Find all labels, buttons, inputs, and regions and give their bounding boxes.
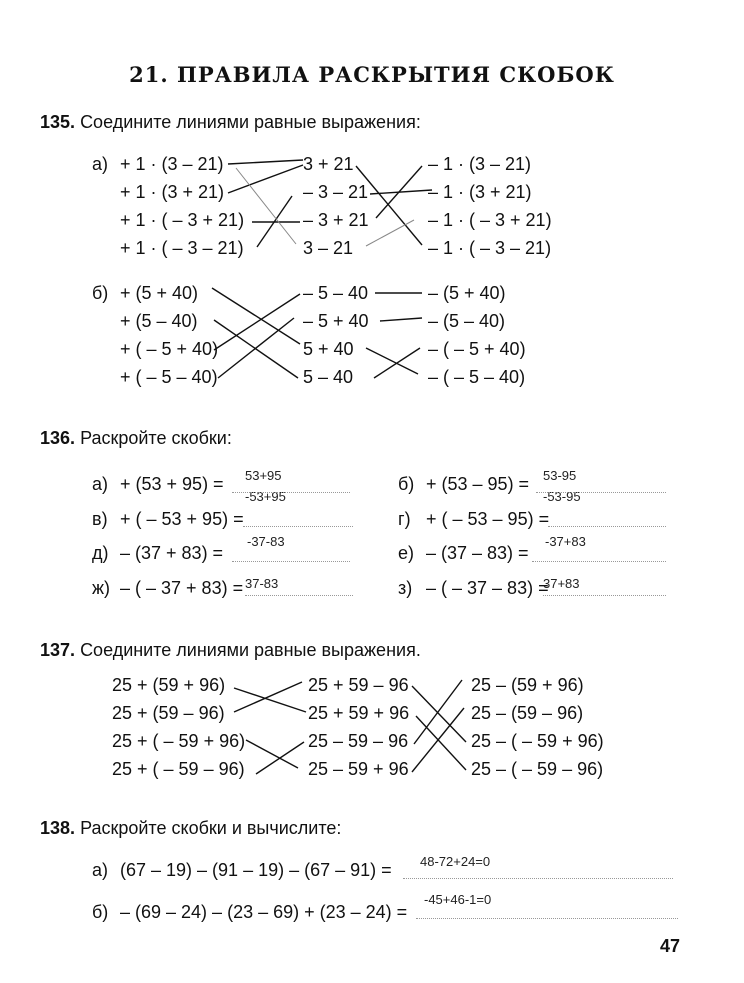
t135-b-c2-1: – 5 + 40 [303,311,369,331]
t135-b-c1-0: + (5 + 40) [120,283,199,303]
t136-g-answer: 37-83 [245,576,279,591]
t135-b-c3-1: – (5 – 40) [428,311,506,331]
line-137-4 [256,742,304,774]
task-137-text: Соедините линиями равные выражения. [80,640,421,660]
line-135b-1 [212,288,300,344]
line-137-5 [412,686,466,742]
t137-c1-0: 25 + (59 + 96) [112,675,226,695]
t137-c2-2: 25 – 59 – 96 [308,731,409,751]
line-135b-3 [214,294,300,350]
t136-f-answer: -37+83 [545,534,586,549]
t138-a-expr: (67 – 19) – (91 – 19) – (67 – 91) = [120,860,392,880]
t135-a-c2-3: 3 – 21 [303,238,354,258]
t136-a-answer-2: -53+95 [245,489,286,504]
t135-a-c1-3: + 1 · ( – 3 – 21) [120,238,244,258]
t135-b-c2-0: – 5 – 40 [303,283,369,303]
t135-b-c3-2: – ( – 5 + 40) [428,339,526,359]
line-135b-8 [374,348,420,378]
task-137-number: 137. [40,640,76,660]
page-number: 47 [660,936,681,956]
task-136-number: 136. [40,428,76,448]
t135-a-c1-1: + 1 · (3 + 21) [120,182,225,202]
task-138-text: Раскройте скобки и вычислите: [80,818,342,838]
t138-a-label: а) [92,860,109,880]
t136-c-expr: + ( – 53 + 95) = [120,509,244,529]
t138-b-answer: -45+46-1=0 [424,892,492,907]
t136-d-label: г) [398,509,411,529]
t137-c1-2: 25 + ( – 59 + 96) [112,731,246,751]
t135-a-c2-1: – 3 – 21 [303,182,369,202]
t136-h-answer: 37+83 [543,576,580,591]
t136-d-expr: + ( – 53 – 95) = [426,509,550,529]
line-135a-9 [366,220,414,246]
task-135-number: 135. [40,112,76,132]
task-136-text: Раскройте скобки: [80,428,232,448]
t137-c3-3: 25 – ( – 59 – 96) [471,759,604,779]
t136-e-label: д) [92,543,109,563]
t136-a-answer-1: 53+95 [245,468,282,483]
t135-b-c1-2: + ( – 5 + 40) [120,339,219,359]
t136-e-expr: – (37 + 83) = [120,543,224,563]
t135-b-c2-3: 5 – 40 [303,367,354,387]
line-137-7 [414,680,462,744]
line-135b-6 [380,318,422,321]
t136-b-answer-1: 53-95 [543,468,577,483]
line-137-1 [234,688,306,712]
t137-c1-1: 25 + (59 – 96) [112,703,225,723]
t137-c2-0: 25 + 59 – 96 [308,675,409,695]
t135-a-label: а) [92,154,109,174]
t136-b-answer-2: -53-95 [543,489,581,504]
t136-c-label: в) [92,509,108,529]
line-137-8 [412,708,464,772]
line-135a-2 [228,165,303,193]
t135-b-c3-3: – ( – 5 – 40) [428,367,526,387]
line-135a-1 [228,160,303,164]
t138-a-answer: 48-72+24=0 [420,854,491,869]
t136-a-label: а) [92,474,109,494]
t135-a-c3-0: – 1 · (3 – 21) [428,154,532,174]
line-135b-7 [366,348,418,374]
t137-c2-3: 25 – 59 + 96 [308,759,409,779]
task-135-text: Соедините линиями равные выражения: [80,112,421,132]
t135-b-c1-3: + ( – 5 – 40) [120,367,218,387]
t135-a-c3-3: – 1 · ( – 3 – 21) [428,238,552,258]
t137-c1-3: 25 + ( – 59 – 96) [112,759,245,779]
t136-f-label: е) [398,543,415,563]
t136-a-expr: + (53 + 95) = [120,474,224,494]
t138-b-expr: – (69 – 24) – (23 – 69) + (23 – 24) = [120,902,408,922]
line-137-6 [416,716,466,770]
t136-g-label: ж) [92,578,111,598]
line-135b-4 [218,318,294,378]
t135-b-c3-0: – (5 + 40) [428,283,506,303]
t136-b-label: б) [398,474,415,494]
t135-b-label: б) [92,283,109,303]
t137-c3-1: 25 – (59 – 96) [471,703,584,723]
t135-a-c2-0: 3 + 21 [303,154,354,174]
t138-b-label: б) [92,902,109,922]
t135-a-c3-1: – 1 · (3 + 21) [428,182,532,202]
t135-b-c2-2: 5 + 40 [303,339,354,359]
t137-c3-0: 25 – (59 + 96) [471,675,584,695]
t136-h-label: з) [398,578,413,598]
t136-g-expr: – ( – 37 + 83) = [120,578,244,598]
t136-h-expr: – ( – 37 – 83) = [426,578,549,598]
t135-a-c1-2: + 1 · ( – 3 + 21) [120,210,245,230]
t137-c2-1: 25 + 59 + 96 [308,703,410,723]
t136-f-expr: – (37 – 83) = [426,543,529,563]
t135-a-c2-2: – 3 + 21 [303,210,369,230]
t136-e-answer: -37-83 [247,534,285,549]
t135-a-c1-0: + 1 · (3 – 21) [120,154,224,174]
t137-c3-2: 25 – ( – 59 + 96) [471,731,604,751]
t135-b-c1-1: + (5 – 40) [120,311,198,331]
line-135b-2 [214,320,298,378]
task-138-number: 138. [40,818,76,838]
t135-a-c3-2: – 1 · ( – 3 + 21) [428,210,552,230]
t136-b-expr: + (53 – 95) = [426,474,530,494]
page-title: 21. ПРАВИЛА РАСКРЫТИЯ СКОБОК [129,62,615,87]
